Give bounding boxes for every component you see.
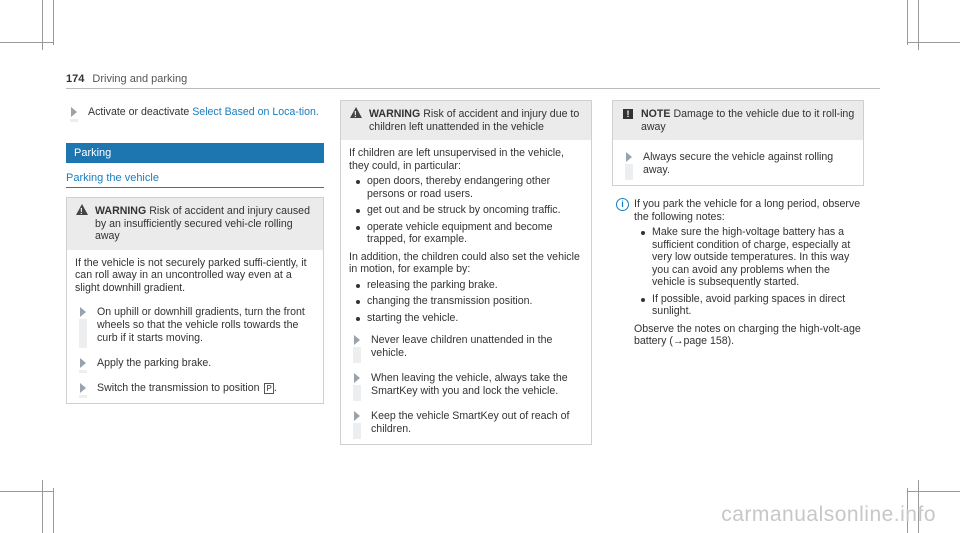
- list-item: get out and be struck by oncoming traffic.: [349, 204, 583, 217]
- crop-mark: [907, 42, 960, 43]
- bullet-list-2: [349, 279, 583, 325]
- step-never-leave-children: [349, 334, 583, 360]
- warning-header: [341, 101, 591, 140]
- step-arrow-icon: [354, 373, 360, 383]
- crop-mark: [53, 0, 54, 45]
- step-arrow-icon: [80, 358, 86, 368]
- step-take-smartkey: [349, 372, 583, 398]
- note-box-rolling-away: [612, 100, 864, 186]
- list-item: If possible, avoid parking spaces in direct sunlight.: [634, 293, 864, 318]
- park-position-icon: P: [266, 384, 272, 393]
- warning-body: [67, 250, 323, 404]
- bullet-list-1: [349, 175, 583, 246]
- step-bar: [353, 385, 361, 401]
- step-arrow-icon: [354, 335, 360, 345]
- step-bar: [79, 370, 87, 373]
- warning-triangle-icon: [350, 107, 362, 118]
- step-bar: [353, 347, 361, 363]
- step-text: Always secure the vehicle against rolling away.: [643, 151, 834, 176]
- crop-mark: [0, 42, 53, 43]
- info-outro: [634, 323, 864, 348]
- warning-header: [67, 198, 323, 250]
- warning-head-text: Risk of accident and injury due to children left unattended in the vehicle: [369, 108, 580, 133]
- step-arrow-icon: [626, 152, 632, 162]
- list-item: open doors, thereby endangering other persons or road users.: [349, 175, 583, 200]
- reference-arrow-icon: →: [672, 335, 684, 347]
- header-divider: [66, 88, 880, 89]
- list-item: releasing the parking brake.: [349, 279, 583, 292]
- list-item: changing the transmission position.: [349, 295, 583, 308]
- warning-keyword: WARNING: [369, 108, 421, 120]
- warning-head-text: Risk of accident and injury caused by an insufficiently secured vehi-cle rolling away: [95, 205, 310, 242]
- step-transmission-position: [75, 382, 315, 395]
- warning-box-rolling-away: [66, 197, 324, 404]
- step-text: Apply the parking brake.: [97, 357, 212, 369]
- info-outro-text: Observe the notes on charging the high-volt-age battery (: [634, 322, 861, 347]
- crop-mark: [0, 491, 53, 492]
- sub-title-parking-the-vehicle: Parking the vehicle: [66, 172, 324, 188]
- info-outro-end: ).: [727, 335, 735, 347]
- crop-mark: [53, 488, 54, 533]
- step-text: Never leave children unattended in the vehicle.: [371, 334, 553, 359]
- step-select-based-on-location: [66, 106, 324, 119]
- list-item: operate vehicle equipment and become trapped, for example.: [349, 221, 583, 246]
- select-based-on-location-link[interactable]: Select Based on Loca-tion.: [192, 106, 319, 118]
- step-text: Activate or deactivate: [88, 106, 193, 118]
- column-3: [612, 100, 864, 348]
- step-bar: [79, 395, 87, 398]
- list-item: starting the vehicle.: [349, 312, 583, 325]
- step-bar: [625, 164, 633, 180]
- warning-triangle-icon: [76, 204, 88, 215]
- warning-body-mid: In addition, the children could also set the vehicle in motion, for example by:: [349, 250, 580, 275]
- page-header: [66, 73, 187, 85]
- warning-body-intro: If children are left unsupervised in the vehicle, they could, in particular:: [349, 147, 564, 172]
- page-number: 174: [66, 73, 85, 85]
- warning-body: [341, 140, 591, 444]
- info-block-long-parking: [612, 198, 864, 348]
- step-text: Switch the transmission to position: [97, 382, 263, 394]
- step-bar: [353, 423, 361, 439]
- section-bar-parking: Parking: [66, 143, 324, 163]
- step-text: On uphill or downhill gradients, turn the front wheels so that the vehicle rolls towards the curb if it starts moving.: [97, 306, 305, 344]
- step-arrow-icon: [80, 383, 86, 393]
- crop-mark: [907, 0, 908, 45]
- section-title: Driving and parking: [92, 73, 188, 85]
- warning-body-text: If the vehicle is not securely parked suffi-ciently, it can roll away in an uncontrolled way even at a slight downhill gradient.: [75, 256, 307, 294]
- list-item: Make sure the high-voltage battery has a sufficient condition of charge, especially at very low outside temperatures. In this way you can avoid any problems when the vehicle is subsequently started.: [634, 226, 864, 289]
- step-arrow-icon: [71, 107, 77, 117]
- step-parking-brake: [75, 357, 315, 370]
- step-arrow-icon: [354, 411, 360, 421]
- note-exclamation-icon: !: [623, 109, 633, 119]
- crop-mark: [42, 480, 43, 533]
- step-turn-wheels: [75, 306, 315, 345]
- step-text: Keep the vehicle SmartKey out of reach of children.: [371, 410, 570, 435]
- step-bar: [70, 119, 78, 122]
- step-arrow-icon: [80, 307, 86, 317]
- step-secure-vehicle: [621, 151, 855, 177]
- note-keyword: NOTE: [641, 108, 671, 120]
- note-header: [613, 101, 863, 140]
- watermark: carmanualsonline.info: [721, 503, 936, 526]
- info-bullet-list: [634, 226, 864, 318]
- info-intro: If you park the vehicle for a long period, observe the following notes:: [634, 198, 861, 223]
- note-head-text: Damage to the vehicle due to it roll-ing away: [641, 108, 855, 133]
- step-bar: [79, 319, 87, 348]
- warning-box-children: [340, 100, 592, 445]
- step-smartkey-out-of-reach: [349, 410, 583, 436]
- column-2: [340, 100, 592, 445]
- warning-keyword: WARNING: [95, 205, 147, 217]
- note-body: [613, 140, 863, 185]
- step-text: When leaving the vehicle, always take the SmartKey with you and lock the vehicle.: [371, 372, 568, 397]
- step-end: .: [273, 382, 277, 394]
- crop-mark: [907, 491, 960, 492]
- page-reference-link[interactable]: page 158: [683, 335, 728, 347]
- column-1: [66, 98, 324, 404]
- info-icon: i: [616, 198, 629, 211]
